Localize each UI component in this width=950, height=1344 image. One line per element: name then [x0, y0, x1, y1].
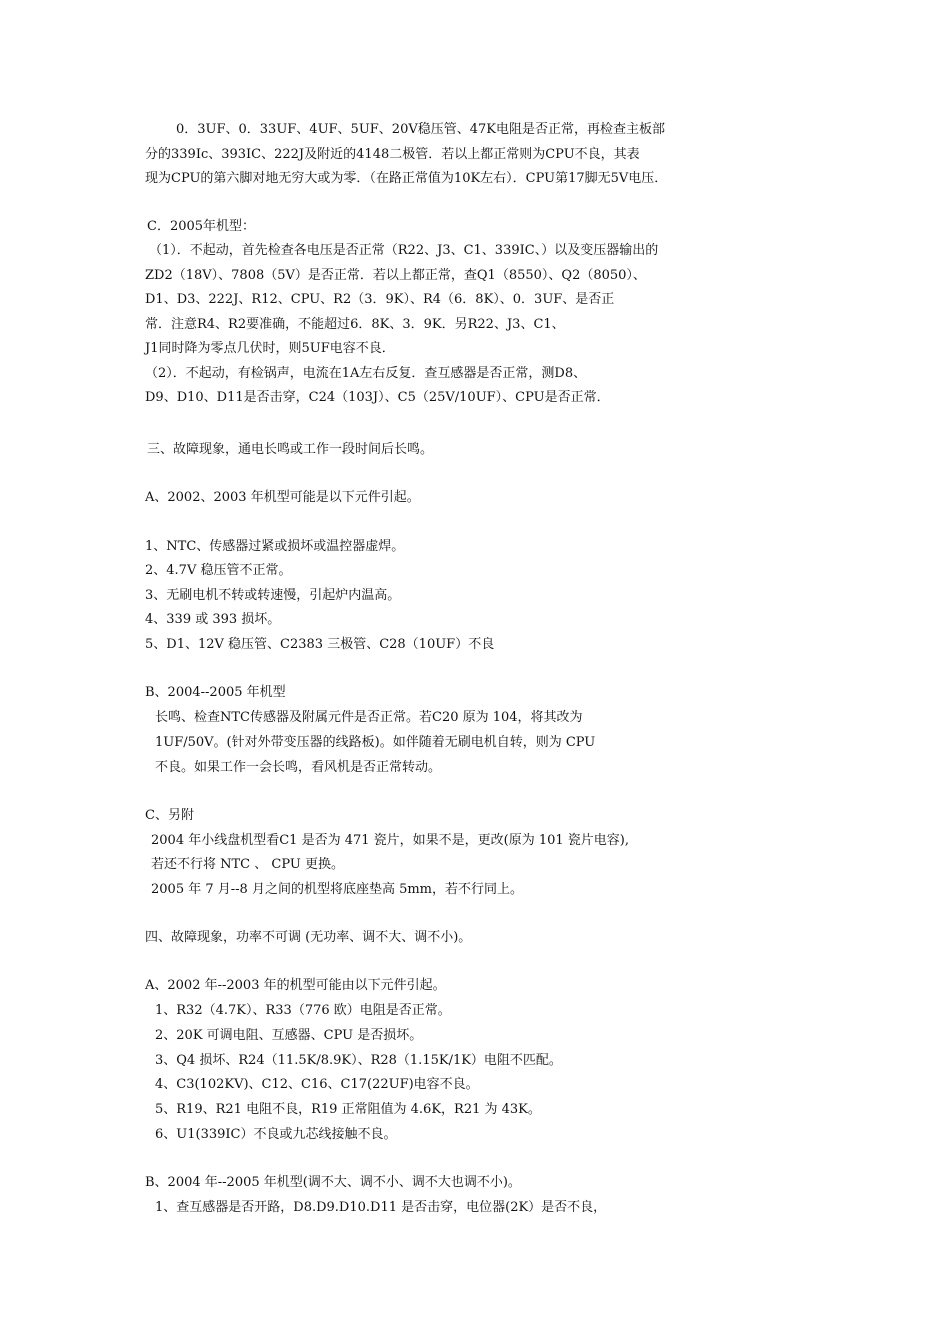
subsection-heading: A、2002 年--2003 年的机型可能由以下元件引起。 — [145, 978, 446, 993]
paragraph-line: D9、D10、D11是否击穿，C24（103J）、C5（25V/10UF）、CPU是否正常． — [145, 390, 610, 405]
paragraph-line: 2005 年 7 月--8 月之间的机型将底座垫高 5mm，若不行同上。 — [151, 882, 523, 897]
list-item: 1、NTC、传感器过紧或损坏或温控器虚焊。 — [145, 539, 405, 554]
section-heading: 四、故障现象，功率不可调 (无功率、调不大、调不小)。 — [145, 930, 472, 945]
paragraph-line: 长鸣、检查NTC传感器及附属元件是否正常。若C20 原为 104，将其改为 — [155, 710, 583, 725]
subsection-heading: A、2002、2003 年机型可能是以下元件引起。 — [145, 490, 420, 505]
paragraph-line: 分的339Ic、393IC、222J及附近的4148二极管．若以上都正常则为CPU不良，其表 — [145, 147, 640, 162]
section-heading: C．2005年机型： — [147, 219, 256, 234]
subsection-heading: C、另附 — [145, 808, 194, 823]
paragraph-line: 若还不行将 NTC 、 CPU 更换。 — [151, 857, 344, 872]
list-item: 4、C3(102KV)、C12、C16、C17(22UF)电容不良。 — [155, 1077, 479, 1092]
list-item: 2、20K 可调电阻、互感器、CPU 是否损坏。 — [155, 1028, 423, 1043]
paragraph-line: D1、D3、222J、R12、CPU、R2（3．9K）、R4（6．8K）、0．3UF、是否正 — [145, 292, 615, 307]
subsection-heading: B、2004--2005 年机型 — [145, 685, 286, 700]
list-item: 4、339 或 393 损坏。 — [145, 612, 281, 627]
list-item: 1、查互感器是否开路，D8.D9.D10.D11 是否击穿，电位器(2K）是否不良， — [155, 1200, 607, 1215]
paragraph-line: 1UF/50V。(针对外带变压器的线路板)。如伴随着无刷电机自转，则为 CPU — [155, 735, 596, 750]
list-item: 1、R32（4.7K）、R33（776 欧）电阻是否正常。 — [155, 1003, 451, 1018]
paragraph-line: 现为CPU的第六脚对地无穷大或为零．（在路正常值为10K左右）．CPU第17脚无5V电压． — [145, 171, 668, 186]
list-item: 3、Q4 损坏、R24（11.5K/8.9K）、R28（1.15K/1K）电阻不匹配。 — [155, 1053, 562, 1068]
list-item: 6、U1(339IC）不良或九芯线接触不良。 — [155, 1127, 397, 1142]
paragraph-line: ZD2（18V）、7808（5V）是否正常．若以上都正常，查Q1（8550）、Q2（8050）、 — [145, 268, 646, 283]
paragraph-line: 0．3UF、0．33UF、4UF、5UF、20V稳压管、47K电阻是否正常，再检查主板部 — [176, 122, 665, 137]
subsection-heading: B、2004 年--2005 年机型(调不大、调不小、调不大也调不小)。 — [145, 1175, 521, 1190]
section-heading: 三、故障现象，通电长鸣或工作一段时间后长鸣。 — [147, 442, 434, 457]
paragraph-line: 不良。如果工作一会长鸣，看风机是否正常转动。 — [155, 760, 442, 775]
list-item: 3、无刷电机不转或转速慢，引起炉内温高。 — [145, 588, 401, 603]
paragraph-line: （1）．不起动，首先检查各电压是否正常（R22、J3、C1、339IC、）以及变压器输出的 — [149, 243, 659, 258]
paragraph-line: 2004 年小线盘机型看C1 是否为 471 瓷片，如果不是，更改(原为 101 瓷片电容), — [151, 833, 629, 848]
list-item: 5、R19、R21 电阻不良，R19 正常阻值为 4.6K，R21 为 43K。 — [155, 1102, 541, 1117]
paragraph-line: 常．注意R4、R2要准确，不能超过6．8K、3．9K．另R22、J3、C1、 — [145, 317, 565, 332]
list-item: 2、4.7V 稳压管不正常。 — [145, 563, 292, 578]
paragraph-line: J1同时降为零点几伏时，则5UF电容不良． — [145, 341, 395, 356]
paragraph-line: （2）．不起动，有检锅声，电流在1A左右反复．查互感器是否正常，测D8、 — [145, 366, 587, 381]
list-item: 5、D1、12V 稳压管、C2383 三极管、C28（10UF）不良 — [145, 637, 495, 652]
